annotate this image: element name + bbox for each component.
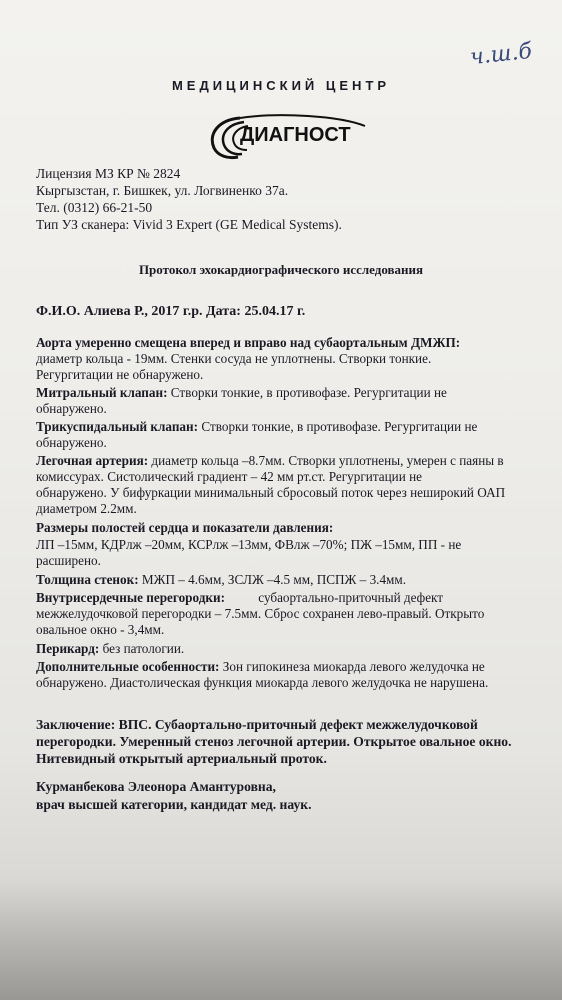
walls-line	[36, 572, 548, 588]
mitral-heading: Митральный клапан:	[36, 385, 168, 400]
mitral-line-1	[36, 385, 548, 401]
cavities-line-2: расширено.	[36, 553, 101, 568]
address-line: Кыргызстан, г. Бишкек, ул. Логвиненко 37а.	[36, 183, 289, 198]
doctor-title: врач высшей категории, кандидат мед. наук.	[36, 797, 312, 812]
aorta-line-2: диаметр кольца - 19мм. Стенки сосуда не уплотнены. Створки тонкие.	[36, 351, 432, 366]
pulmonary-line-1	[36, 453, 548, 469]
tricuspid-heading: Трикуспидальный клапан:	[36, 419, 199, 434]
patient-info: Ф.И.О. Алиева Р., 2017 г.р. Дата: 25.04.17 г.	[36, 304, 306, 319]
pulmonary-line-2: комиссурах. Систолический градиент – 42 мм рт.ст. Регургитации не	[36, 469, 422, 484]
logo-text: ДИАГНОСТ	[240, 124, 351, 146]
septa-heading: Внутрисердечные перегородки:	[36, 590, 225, 605]
photo-shadow	[0, 880, 562, 1000]
tricuspid-line-1	[36, 419, 548, 435]
additional-text: Зон гипокинеза миокарда левого желудочка не	[222, 659, 485, 674]
doctor-name: Курманбекова Элеонора Амантуровна,	[36, 779, 276, 794]
protocol-title: Протокол эхокардиографического исследования	[138, 262, 424, 277]
handwritten-note: ч.ш.б	[468, 38, 534, 71]
pericardium-line	[36, 641, 548, 657]
mitral-text: Створки тонкие, в противофазе. Регургитации не	[170, 385, 447, 400]
aorta-line-3: Регургитации не обнаружено.	[36, 367, 204, 382]
additional-line-1	[36, 659, 548, 675]
scanner-line: Тип УЗ сканера: Vivid 3 Expert (GE Medical Systems).	[36, 217, 342, 232]
phone-line: Тел. (0312) 66-21-50	[36, 200, 153, 215]
medical-center-title: МЕДИЦИНСКИЙ ЦЕНТР	[171, 78, 391, 93]
cavities-heading: Размеры полостей сердца и показатели давления:	[36, 520, 334, 535]
pericardium-text: без патологии.	[102, 641, 185, 656]
walls-text: МЖП – 4.6мм, ЗСЛЖ –4.5 мм, ПСПЖ – 3.4мм.	[141, 572, 407, 587]
tricuspid-text: Створки тонкие, в противофазе. Регургитации не	[201, 419, 478, 434]
cavities-line-1: ЛП –15мм, КДРлж –20мм, КСРлж –13мм, ФВлж –70%; ПЖ –15мм, ПП - не	[36, 537, 462, 552]
conclusion-line-1: Заключение: ВПС. Субаортально-приточный дефект межжелудочковой	[36, 717, 478, 732]
septa-line-2: межжелудочковой перегородки – 7.5мм. Сброс сохранен лево-правый. Открыто	[36, 606, 485, 621]
aorta-line-1: Аорта умеренно смещена вперед и вправо над субаортальным ДМЖП:	[36, 335, 461, 350]
pulmonary-text: диаметр кольца –8.7мм. Створки уплотнены, умерен с паяны в	[151, 453, 504, 468]
septa-line-1	[36, 590, 548, 606]
conclusion-line-2: перегородки. Умеренный стеноз легочной артерии. Открытое овальное окно.	[36, 734, 512, 749]
pulmonary-line-3: обнаружено. У бифуркации минимальный сбросовый поток через неширокий ОАП	[36, 485, 506, 500]
additional-heading: Дополнительные особенности:	[36, 659, 220, 674]
septa-line-3: овальное окно - 3,4мм.	[36, 622, 165, 637]
walls-heading: Толщина стенок:	[36, 572, 139, 587]
additional-line-2: обнаружено. Диастолическая функция миокарда левого желудочка не нарушена.	[36, 675, 489, 690]
conclusion-line-3: Нитевидный открытый артериальный проток.	[36, 751, 327, 766]
septa-text: субаортально-приточный дефект	[258, 590, 444, 605]
pericardium-heading: Перикард:	[36, 641, 100, 656]
pulmonary-line-4: диаметром 2.2мм.	[36, 501, 137, 516]
pulmonary-heading: Легочная артерия:	[36, 453, 149, 468]
license-line: Лицензия МЗ КР № 2824	[36, 166, 181, 181]
mitral-line-2: обнаружено.	[36, 401, 107, 416]
tricuspid-line-2: обнаружено.	[36, 435, 107, 450]
